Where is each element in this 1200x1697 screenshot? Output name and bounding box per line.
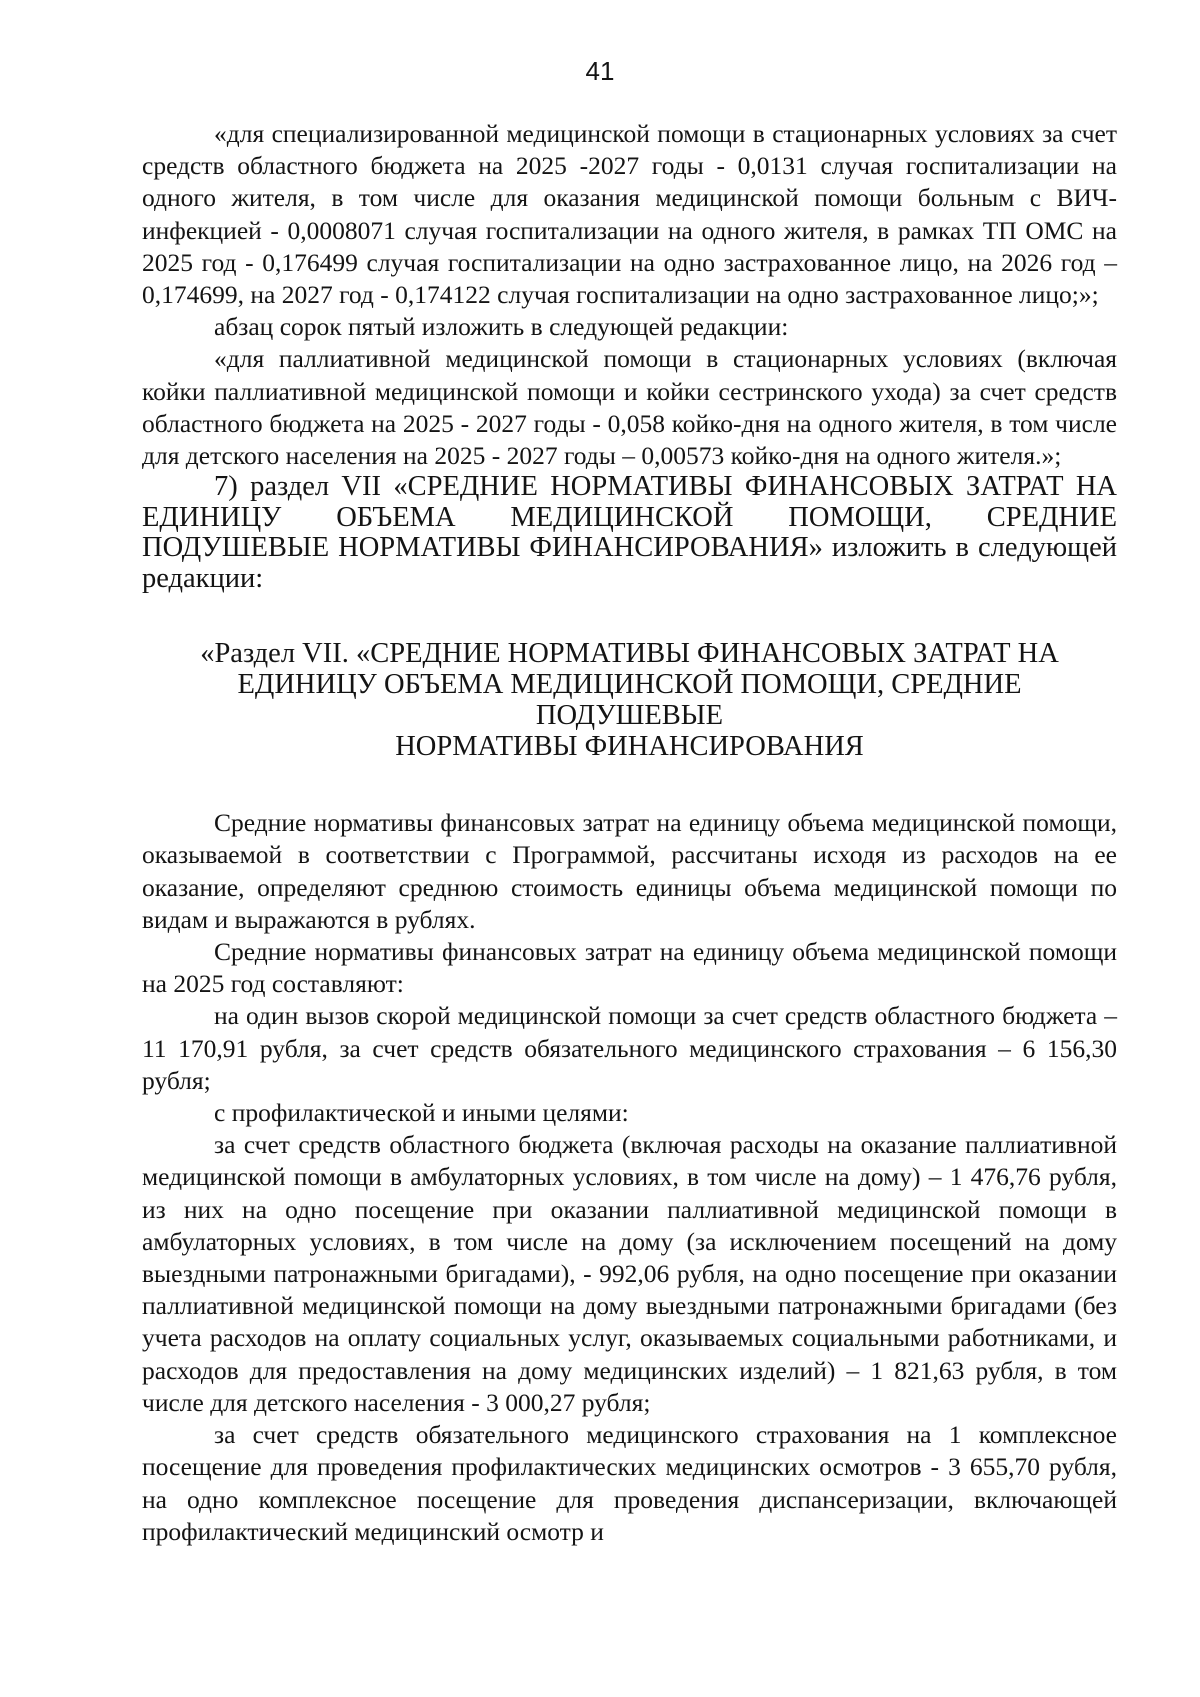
section-vii-heading	[142, 638, 1117, 762]
paragraph-preventive-purposes: с профилактической и иными целями:	[214, 1098, 629, 1128]
document-body	[142, 118, 1117, 1548]
paragraph-hospitalization-norms: «для специализированной медицинской помощи в стационарных условиях за счет средств областного бюджета на 2025 -2027 годы - 0,0131 случая госпитализации на одного жителя, в том числе для оказания медицинской помощи больным с ВИЧ-инфекцией - 0,0008071 случая госпитализации на одного жителя, в рамках ТП ОМС на 2025 год - 0,176499 случая госпитализации на одно застрахованное лицо, на 2026 год – 0,174699, на 2027 год - 0,174122 случая госпитализации на одно застрахованное лицо;»;	[142, 119, 1117, 310]
paragraph-amendment-45: абзац сорок пятый изложить в следующей редакции:	[214, 312, 789, 342]
paragraph-oms-comprehensive-visits: за счет средств обязательного медицинского страхования на 1 комплексное посещение для проведения профилактических медицинских осмотров - 3 655,70 рубля, на одно комплексное посещение для проведения диспансеризации, включающей профилактический медицинский осмотр и	[142, 1420, 1117, 1546]
paragraph-ambulance-call-cost: на один вызов скорой медицинской помощи за счет средств областного бюджета – 11 170,91 рубля, за счет средств обязательного медицинского страхования – 6 156,30 рубля;	[142, 1001, 1117, 1095]
paragraph-palliative-care-norms: «для паллиативной медицинской помощи в стационарных условиях (включая койки паллиативной медицинской помощи и койки сестринского ухода) за счет средств областного бюджета на 2025 - 2027 годы - 0,058 койко-дня на одного жителя, в том числе для детского населения на 2025 - 2027 годы – 0,00573 койко-дня на одного жителя.»;	[142, 344, 1117, 471]
paragraph-2025-norms: Средние нормативы финансовых затрат на единицу объема медицинской помощи на 2025 год составляют:	[142, 937, 1117, 999]
page-number: 41	[585, 56, 615, 86]
paragraph-section-vii-amendment: 7) раздел VII «СРЕДНИЕ НОРМАТИВЫ ФИНАНСОВЫХ ЗАТРАТ НА ЕДИНИЦУ ОБЪЕМА МЕДИЦИНСКОЙ ПОМОЩИ, СРЕДНИЕ ПОДУШЕВЫЕ НОРМАТИВЫ ФИНАНСИРОВАНИЯ» изложить в следующей редакции:	[142, 471, 1117, 594]
paragraph-cost-norms-intro: Средние нормативы финансовых затрат на единицу объема медицинской помощи, оказываемой в соответствии с Программой, рассчитаны исходя из расходов на ее оказание, определяют среднюю стоимость единицы объема медицинской помощи по видам и выражаются в рублях.	[142, 808, 1117, 934]
section-heading-line: «Раздел VII. «СРЕДНИЕ НОРМАТИВЫ ФИНАНСОВЫХ ЗАТРАТ НА	[200, 638, 1059, 670]
section-heading-line: ЕДИНИЦУ ОБЪЕМА МЕДИЦИНСКОЙ ПОМОЩИ, СРЕДНИЕ ПОДУШЕВЫЕ	[237, 669, 1022, 732]
section-heading-line: НОРМАТИВЫ ФИНАНСИРОВАНИЯ	[395, 731, 864, 763]
paragraph-regional-budget-visits: за счет средств областного бюджета (включая расходы на оказание паллиативной медицинской помощи в амбулаторных условиях, в том числе на дому) – 1 476,76 рубля, из них на одно посещение при оказании паллиативной медицинской помощи в амбулаторных условиях, в том числе на дому (за исключением посещений на дому выездными патронажными бригадами), - 992,06 рубля, на одно посещение при оказании паллиативной медицинской помощи на дому выездными патронажными бригадами (без учета расходов на оплату социальных услуг, оказываемых социальными работниками, и расходов для предоставления на дому медицинских изделий) – 1 821,63 рубля, в том числе для детского населения - 3 000,27 рубля;	[142, 1130, 1117, 1417]
